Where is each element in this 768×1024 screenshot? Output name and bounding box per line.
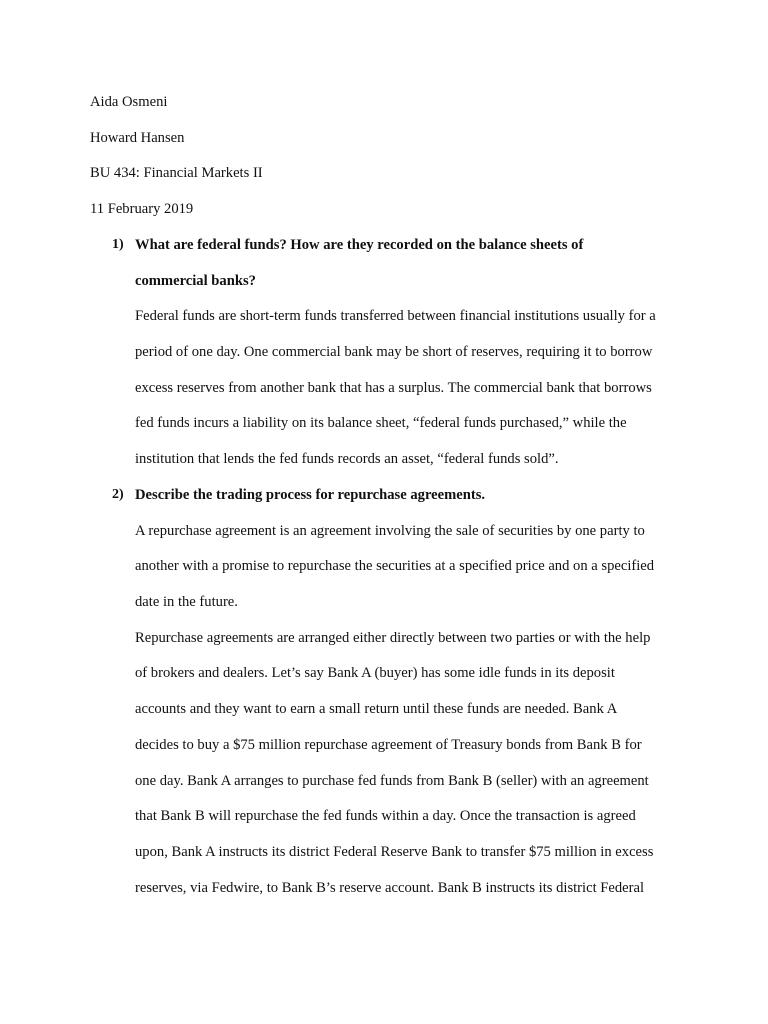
- answer-2-line: one day. Bank A arranges to purchase fed funds from Bank B (seller) with an agreement: [135, 772, 649, 789]
- answer-2-line: another with a promise to repurchase the securities at a specified price and on a specified: [135, 558, 655, 575]
- question-1-text-line: What are federal funds? How are they recorded on the balance sheets of: [135, 237, 584, 253]
- professor-name: Howard Hansen: [90, 130, 185, 146]
- question-1-text-line: commercial banks?: [135, 272, 256, 289]
- answer-2-line: upon, Bank A instructs its district Federal Reserve Bank to transfer $75 million in excess: [135, 843, 654, 860]
- answer-1-line: institution that lends the fed funds records an asset, “federal funds sold”.: [135, 451, 559, 468]
- course-title: BU 434: Financial Markets II: [90, 165, 263, 181]
- question-1: [135, 235, 680, 485]
- answer-2-line: Repurchase agreements are arranged either directly between two parties or with the help: [135, 629, 651, 646]
- document-date: 11 February 2019: [90, 201, 194, 217]
- question-2-text-line: Describe the trading process for repurchase agreements.: [135, 487, 486, 503]
- answer-2-line: A repurchase agreement is an agreement involving the sale of securities by one party to: [135, 522, 645, 539]
- question-2: [135, 485, 680, 913]
- answer-2-line: of brokers and dealers. Let’s say Bank A (buyer) has some idle funds in its deposit: [135, 665, 615, 682]
- answer-1-line: fed funds incurs a liability on its balance sheet, “federal funds purchased,” while the: [135, 415, 627, 432]
- answer-1-line: period of one day. One commercial bank may be short of reserves, requiring it to borrow: [135, 344, 653, 361]
- answer-2-line: accounts and they want to earn a small return until these funds are needed. Bank A: [135, 701, 618, 718]
- answer-2-line: reserves, via Fedwire, to Bank B’s reserve account. Bank B instructs its district Federal: [135, 879, 645, 896]
- question-2-number: 2): [112, 487, 124, 502]
- answer-2-line: date in the future.: [135, 594, 238, 611]
- answer-1-line: excess reserves from another bank that has a surplus. The commercial bank that borrows: [135, 379, 652, 396]
- answer-2-line: that Bank B will repurchase the fed funds within a day. Once the transaction is agreed: [135, 808, 636, 825]
- student-name: Aida Osmeni: [90, 94, 168, 110]
- answer-2-line: decides to buy a $75 million repurchase agreement of Treasury bonds from Bank B for: [135, 736, 642, 753]
- question-1-number: 1): [112, 237, 124, 252]
- answer-1-line: Federal funds are short-term funds transferred between financial institutions usually for a: [135, 308, 656, 325]
